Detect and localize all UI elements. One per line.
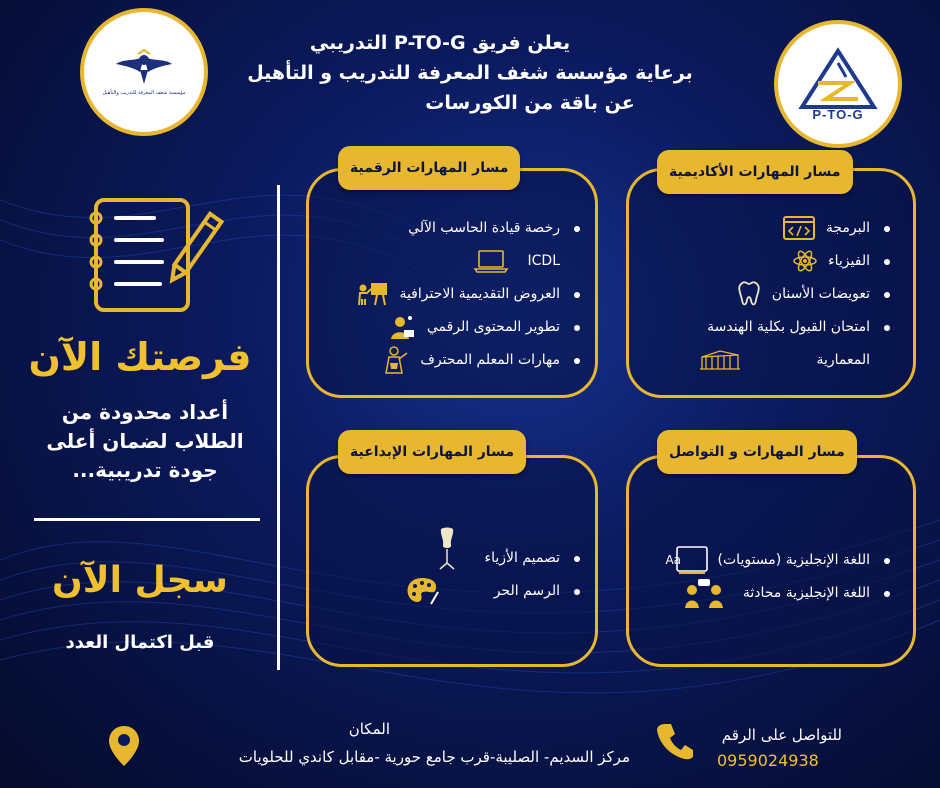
register-heading[interactable]: سجل الآن — [52, 560, 228, 601]
header-line-1: يعلن فريق P-TO-G التدريبي — [309, 32, 571, 54]
digital-track-list — [357, 212, 582, 377]
atom-icon — [792, 248, 818, 274]
list-item: تصميم الأزياء — [405, 542, 582, 575]
teacher-icon — [380, 345, 410, 375]
notepad-pencil-icon — [82, 190, 222, 320]
list-item: تطوير المحتوى الرقمي — [357, 311, 582, 344]
building-icon — [698, 349, 742, 371]
announcement-header — [210, 28, 730, 118]
list-item: الفيزياء — [698, 245, 892, 278]
ptog-logo — [774, 20, 902, 148]
phone-number[interactable]: 0959024938 — [717, 751, 819, 770]
palette-icon — [405, 576, 439, 606]
list-item: رخصة قيادة الحاسب الآلي ICDL — [357, 212, 582, 278]
academic-track-title: مسار المهارات الأكاديمية — [657, 150, 853, 194]
header-line-3: عن باقة من الكورسات — [425, 92, 635, 114]
conversation-icon — [682, 578, 726, 608]
before-full-text: قبل اكتمال العدد — [65, 632, 215, 653]
foundation-logo — [80, 8, 208, 136]
list-item: تعويضات الأسنان — [698, 278, 892, 311]
list-item: العروض التقديمية الاحترافية — [357, 278, 582, 311]
eagle-emblem-icon — [114, 48, 174, 88]
communication-track-list — [665, 544, 892, 610]
laptop-icon — [473, 249, 509, 273]
location-label: المكان — [348, 720, 390, 738]
presentation-icon — [357, 281, 389, 307]
content-creator-icon — [388, 314, 416, 340]
list-item: اللغة الإنجليزية (مستويات) Aa — [675, 544, 892, 577]
location-pin-icon — [107, 724, 141, 768]
academic-track-list — [698, 212, 892, 377]
address-text: مركز السديم- الصليبة-قرب جامع حورية -مقابل كاندي للحلويات — [238, 748, 630, 766]
opportunity-heading: فرصتك الآن — [28, 335, 252, 379]
horizontal-divider — [34, 518, 260, 521]
contact-label: للتواصل على الرقم — [721, 726, 842, 744]
creative-track-title: مسار المهارات الإبداعية — [338, 430, 526, 474]
digital-track-title: مسار المهارات الرقمية — [338, 146, 520, 190]
limited-seats-text: أعداد محدودة من الطلاب لضمان أعلى جودة تدريبية... — [46, 400, 244, 482]
tooth-icon — [737, 280, 761, 308]
creative-track-list — [405, 542, 582, 608]
list-item: الرسم الحر — [405, 575, 582, 608]
phone-icon — [655, 720, 695, 760]
svg-text:Aa: Aa — [665, 553, 682, 567]
list-item: البرمجة — [698, 212, 892, 245]
code-icon — [783, 216, 815, 240]
list-item: اللغة الإنجليزية محادثة — [675, 577, 892, 610]
ptog-brand: P-TO-G — [812, 106, 864, 122]
ptog-emblem-icon — [798, 47, 878, 111]
header-line-2: برعاية مؤسسة شغف المعرفة للتدريب و التأهيل — [247, 62, 693, 84]
mannequin-icon — [436, 521, 458, 571]
dictionary-icon — [665, 545, 709, 575]
list-item: مهارات المعلم المحترف — [357, 344, 582, 377]
foundation-name: مؤسسة شغف المعرفة للتدريب والتأهيل — [102, 90, 186, 96]
list-item: امتحان القبول بكلية الهندسة المعمارية — [698, 311, 892, 377]
communication-track-title: مسار المهارات و التواصل — [657, 430, 857, 474]
